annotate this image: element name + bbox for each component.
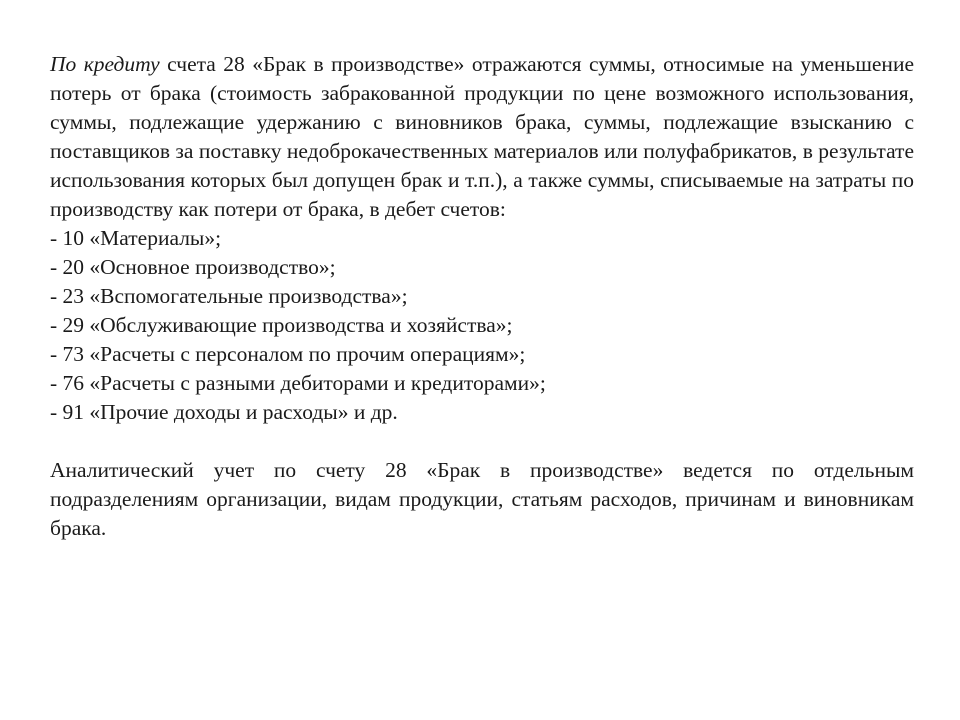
slide-content: [50, 50, 914, 543]
list-item: - 91 «Прочие доходы и расходы» и др.: [50, 400, 398, 424]
intro-text: счета 28 «Брак в производстве» отражаются суммы, относимые на уменьшение потерь от брака (стоимость забракованной продукции по цене возможного использования, суммы, подлежащие удержанию с виновников брака, суммы, подлежащие взысканию с поставщиков за поставку недоброкачественных материалов или полуфабрикатов, в результате использования которых был допущен брак и т.п.), а также суммы, списываемые на затраты по производству как потери от брака, в дебет счетов:: [50, 52, 914, 221]
list-item: - 10 «Материалы»;: [50, 226, 222, 250]
accounts-list: [50, 224, 914, 427]
list-item: - 20 «Основное производство»;: [50, 255, 336, 279]
list-item: - 29 «Обслуживающие производства и хозяйства»;: [50, 313, 513, 337]
list-item: - 76 «Расчеты с разными дебиторами и кредиторами»;: [50, 371, 546, 395]
list-item: - 23 «Вспомогательные производства»;: [50, 284, 408, 308]
list-item: - 73 «Расчеты с персоналом по прочим операциям»;: [50, 342, 526, 366]
intro-paragraph: [50, 50, 914, 224]
intro-lead: По кредиту: [50, 52, 160, 76]
analytics-paragraph: Аналитический учет по счету 28 «Брак в производстве» ведется по отдельным подразделениям организации, видам продукции, статьям расходов, причинам и виновникам брака.: [50, 458, 914, 540]
paragraph-gap: [50, 427, 914, 456]
